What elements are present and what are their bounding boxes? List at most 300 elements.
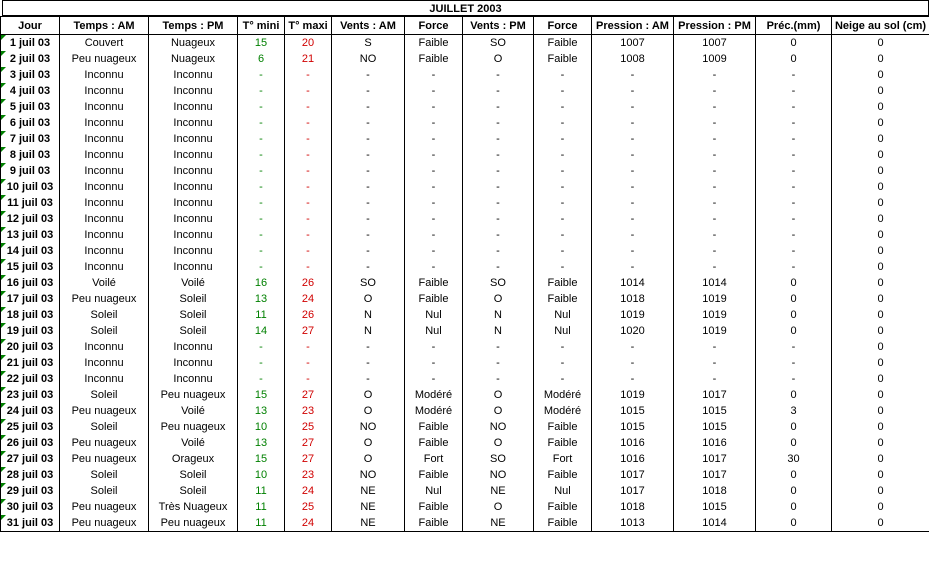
cell-force-pm[interactable]: - [534, 243, 592, 259]
cell-temps-pm[interactable]: Inconnu [149, 83, 238, 99]
cell-force-am[interactable]: Faible [405, 35, 463, 52]
header-temps-pm[interactable]: Temps : PM [149, 17, 238, 35]
cell-temps-am[interactable]: Voilé [60, 275, 149, 291]
cell-t-maxi[interactable]: 27 [285, 451, 332, 467]
cell-force-pm[interactable]: - [534, 83, 592, 99]
cell-vents-pm[interactable]: - [463, 99, 534, 115]
cell-vents-am[interactable]: - [332, 67, 405, 83]
cell-t-maxi[interactable]: 27 [285, 435, 332, 451]
cell-t-maxi[interactable]: - [285, 163, 332, 179]
cell-temps-pm[interactable]: Soleil [149, 483, 238, 499]
cell-t-maxi[interactable]: - [285, 67, 332, 83]
cell-t-mini[interactable]: 15 [238, 35, 285, 52]
cell-temps-pm[interactable]: Très Nuageux [149, 499, 238, 515]
cell-temps-pm[interactable]: Inconnu [149, 99, 238, 115]
cell-temps-pm[interactable]: Inconnu [149, 115, 238, 131]
cell-t-mini[interactable]: - [238, 371, 285, 387]
cell-t-maxi[interactable]: 24 [285, 291, 332, 307]
cell-vents-pm[interactable]: - [463, 243, 534, 259]
cell-precipitation[interactable]: 0 [756, 483, 832, 499]
cell-pression-pm[interactable]: - [674, 83, 756, 99]
cell-vents-am[interactable]: O [332, 403, 405, 419]
cell-t-mini[interactable]: 11 [238, 515, 285, 532]
cell-temps-pm[interactable]: Inconnu [149, 147, 238, 163]
cell-pression-am[interactable]: 1014 [592, 275, 674, 291]
cell-neige[interactable]: 0 [832, 99, 929, 115]
cell-neige[interactable]: 0 [832, 35, 929, 52]
cell-t-mini[interactable]: - [238, 131, 285, 147]
cell-temps-pm[interactable]: Inconnu [149, 371, 238, 387]
cell-force-pm[interactable]: - [534, 355, 592, 371]
cell-jour[interactable]: 8 juil 03 [1, 147, 60, 163]
header-pression-pm[interactable]: Pression : PM [674, 17, 756, 35]
cell-temps-pm[interactable]: Inconnu [149, 195, 238, 211]
cell-force-pm[interactable]: - [534, 163, 592, 179]
cell-neige[interactable]: 0 [832, 403, 929, 419]
cell-precipitation[interactable]: 0 [756, 323, 832, 339]
cell-pression-am[interactable]: 1008 [592, 51, 674, 67]
cell-t-mini[interactable]: - [238, 259, 285, 275]
cell-precipitation[interactable]: 0 [756, 291, 832, 307]
cell-neige[interactable]: 0 [832, 67, 929, 83]
cell-jour[interactable]: 15 juil 03 [1, 259, 60, 275]
cell-t-maxi[interactable]: - [285, 259, 332, 275]
cell-neige[interactable]: 0 [832, 211, 929, 227]
cell-pression-am[interactable]: 1018 [592, 499, 674, 515]
cell-vents-pm[interactable]: - [463, 355, 534, 371]
cell-t-maxi[interactable]: - [285, 179, 332, 195]
cell-pression-am[interactable]: - [592, 131, 674, 147]
cell-jour[interactable]: 22 juil 03 [1, 371, 60, 387]
cell-pression-am[interactable]: - [592, 99, 674, 115]
cell-t-mini[interactable]: 6 [238, 51, 285, 67]
cell-neige[interactable]: 0 [832, 307, 929, 323]
cell-temps-am[interactable]: Inconnu [60, 227, 149, 243]
cell-precipitation[interactable]: - [756, 371, 832, 387]
cell-pression-pm[interactable]: - [674, 131, 756, 147]
cell-force-am[interactable]: Nul [405, 483, 463, 499]
cell-temps-am[interactable]: Inconnu [60, 147, 149, 163]
cell-temps-pm[interactable]: Inconnu [149, 355, 238, 371]
cell-force-am[interactable]: - [405, 227, 463, 243]
cell-precipitation[interactable]: 0 [756, 515, 832, 532]
cell-t-mini[interactable]: - [238, 195, 285, 211]
cell-jour[interactable]: 13 juil 03 [1, 227, 60, 243]
cell-temps-pm[interactable]: Nuageux [149, 35, 238, 52]
header-neige[interactable]: Neige au sol (cm) [832, 17, 929, 35]
header-t-mini[interactable]: T° mini [238, 17, 285, 35]
cell-jour[interactable]: 16 juil 03 [1, 275, 60, 291]
cell-vents-am[interactable]: NO [332, 467, 405, 483]
cell-pression-am[interactable]: - [592, 227, 674, 243]
cell-vents-am[interactable]: - [332, 259, 405, 275]
cell-neige[interactable]: 0 [832, 243, 929, 259]
cell-jour[interactable]: 31 juil 03 [1, 515, 60, 532]
cell-precipitation[interactable]: - [756, 115, 832, 131]
cell-force-pm[interactable]: Faible [534, 275, 592, 291]
cell-temps-pm[interactable]: Inconnu [149, 179, 238, 195]
cell-force-am[interactable]: Fort [405, 451, 463, 467]
header-vents-am[interactable]: Vents : AM [332, 17, 405, 35]
cell-pression-am[interactable]: 1019 [592, 307, 674, 323]
header-temps-am[interactable]: Temps : AM [60, 17, 149, 35]
cell-t-mini[interactable]: 10 [238, 419, 285, 435]
cell-precipitation[interactable]: - [756, 99, 832, 115]
cell-pression-am[interactable]: 1017 [592, 467, 674, 483]
cell-vents-am[interactable]: - [332, 371, 405, 387]
cell-force-am[interactable]: Faible [405, 467, 463, 483]
cell-neige[interactable]: 0 [832, 259, 929, 275]
cell-vents-pm[interactable]: - [463, 211, 534, 227]
cell-vents-am[interactable]: O [332, 387, 405, 403]
cell-t-maxi[interactable]: - [285, 339, 332, 355]
cell-force-pm[interactable]: Modéré [534, 387, 592, 403]
cell-t-maxi[interactable]: 20 [285, 35, 332, 52]
cell-precipitation[interactable]: 0 [756, 51, 832, 67]
cell-temps-am[interactable]: Inconnu [60, 371, 149, 387]
cell-jour[interactable]: 30 juil 03 [1, 499, 60, 515]
cell-jour[interactable]: 17 juil 03 [1, 291, 60, 307]
cell-temps-pm[interactable]: Nuageux [149, 51, 238, 67]
cell-pression-am[interactable]: 1016 [592, 451, 674, 467]
cell-jour[interactable]: 11 juil 03 [1, 195, 60, 211]
cell-vents-am[interactable]: - [332, 195, 405, 211]
cell-temps-pm[interactable]: Soleil [149, 307, 238, 323]
cell-temps-pm[interactable]: Voilé [149, 435, 238, 451]
cell-neige[interactable]: 0 [832, 83, 929, 99]
cell-t-mini[interactable]: - [238, 163, 285, 179]
cell-pression-am[interactable]: 1020 [592, 323, 674, 339]
cell-t-mini[interactable]: - [238, 147, 285, 163]
cell-pression-pm[interactable]: - [674, 67, 756, 83]
cell-pression-pm[interactable]: 1015 [674, 499, 756, 515]
cell-jour[interactable]: 28 juil 03 [1, 467, 60, 483]
cell-pression-pm[interactable]: 1019 [674, 291, 756, 307]
cell-jour[interactable]: 1 juil 03 [1, 35, 60, 52]
cell-neige[interactable]: 0 [832, 419, 929, 435]
cell-force-am[interactable]: - [405, 211, 463, 227]
cell-jour[interactable]: 7 juil 03 [1, 131, 60, 147]
cell-precipitation[interactable]: - [756, 355, 832, 371]
cell-temps-am[interactable]: Inconnu [60, 179, 149, 195]
cell-vents-pm[interactable]: - [463, 339, 534, 355]
cell-t-maxi[interactable]: - [285, 243, 332, 259]
cell-temps-am[interactable]: Peu nuageux [60, 451, 149, 467]
cell-vents-am[interactable]: NO [332, 51, 405, 67]
cell-vents-pm[interactable]: N [463, 323, 534, 339]
cell-pression-pm[interactable]: - [674, 115, 756, 131]
cell-precipitation[interactable]: - [756, 195, 832, 211]
cell-vents-am[interactable]: O [332, 435, 405, 451]
cell-force-am[interactable]: - [405, 355, 463, 371]
cell-force-am[interactable]: - [405, 147, 463, 163]
cell-t-mini[interactable]: - [238, 339, 285, 355]
cell-precipitation[interactable]: - [756, 227, 832, 243]
cell-temps-am[interactable]: Inconnu [60, 131, 149, 147]
cell-jour[interactable]: 3 juil 03 [1, 67, 60, 83]
cell-neige[interactable]: 0 [832, 451, 929, 467]
cell-vents-am[interactable]: - [332, 243, 405, 259]
cell-precipitation[interactable]: 30 [756, 451, 832, 467]
cell-force-pm[interactable]: - [534, 131, 592, 147]
cell-force-pm[interactable]: - [534, 147, 592, 163]
cell-jour[interactable]: 25 juil 03 [1, 419, 60, 435]
cell-pression-pm[interactable]: 1019 [674, 307, 756, 323]
header-precipitation[interactable]: Préc.(mm) [756, 17, 832, 35]
cell-vents-pm[interactable]: SO [463, 35, 534, 52]
cell-neige[interactable]: 0 [832, 515, 929, 532]
cell-force-pm[interactable]: Nul [534, 483, 592, 499]
cell-force-pm[interactable]: - [534, 339, 592, 355]
cell-pression-pm[interactable]: 1015 [674, 419, 756, 435]
cell-vents-pm[interactable]: O [463, 435, 534, 451]
cell-temps-pm[interactable]: Inconnu [149, 163, 238, 179]
cell-force-pm[interactable]: - [534, 115, 592, 131]
cell-temps-am[interactable]: Soleil [60, 387, 149, 403]
cell-vents-pm[interactable]: NE [463, 483, 534, 499]
cell-temps-pm[interactable]: Orageux [149, 451, 238, 467]
cell-vents-am[interactable]: - [332, 99, 405, 115]
cell-precipitation[interactable]: - [756, 67, 832, 83]
cell-pression-am[interactable]: - [592, 83, 674, 99]
cell-vents-pm[interactable]: - [463, 371, 534, 387]
cell-t-maxi[interactable]: 25 [285, 499, 332, 515]
cell-precipitation[interactable]: - [756, 179, 832, 195]
cell-temps-am[interactable]: Peu nuageux [60, 291, 149, 307]
cell-vents-pm[interactable]: - [463, 115, 534, 131]
cell-t-mini[interactable]: - [238, 355, 285, 371]
cell-t-mini[interactable]: - [238, 67, 285, 83]
cell-temps-pm[interactable]: Inconnu [149, 67, 238, 83]
cell-pression-am[interactable]: - [592, 115, 674, 131]
cell-neige[interactable]: 0 [832, 435, 929, 451]
cell-neige[interactable]: 0 [832, 195, 929, 211]
cell-force-pm[interactable]: Faible [534, 35, 592, 52]
cell-temps-am[interactable]: Peu nuageux [60, 499, 149, 515]
cell-vents-pm[interactable]: NO [463, 467, 534, 483]
cell-vents-pm[interactable]: O [463, 403, 534, 419]
cell-pression-pm[interactable]: - [674, 227, 756, 243]
cell-force-am[interactable]: - [405, 115, 463, 131]
cell-pression-pm[interactable]: 1014 [674, 515, 756, 532]
cell-t-mini[interactable]: - [238, 83, 285, 99]
cell-vents-pm[interactable]: SO [463, 275, 534, 291]
cell-vents-am[interactable]: NE [332, 483, 405, 499]
cell-vents-am[interactable]: O [332, 451, 405, 467]
cell-vents-pm[interactable]: O [463, 387, 534, 403]
cell-temps-am[interactable]: Inconnu [60, 67, 149, 83]
cell-force-am[interactable]: Faible [405, 51, 463, 67]
cell-neige[interactable]: 0 [832, 179, 929, 195]
cell-vents-pm[interactable]: O [463, 499, 534, 515]
cell-t-mini[interactable]: 10 [238, 467, 285, 483]
cell-temps-am[interactable]: Peu nuageux [60, 435, 149, 451]
cell-force-pm[interactable]: Modéré [534, 403, 592, 419]
cell-jour[interactable]: 6 juil 03 [1, 115, 60, 131]
cell-temps-am[interactable]: Peu nuageux [60, 403, 149, 419]
cell-t-maxi[interactable]: 24 [285, 483, 332, 499]
cell-t-mini[interactable]: - [238, 227, 285, 243]
cell-precipitation[interactable]: 0 [756, 275, 832, 291]
cell-neige[interactable]: 0 [832, 387, 929, 403]
cell-vents-am[interactable]: - [332, 211, 405, 227]
cell-temps-am[interactable]: Inconnu [60, 99, 149, 115]
cell-temps-pm[interactable]: Inconnu [149, 227, 238, 243]
cell-t-maxi[interactable]: 25 [285, 419, 332, 435]
cell-t-maxi[interactable]: - [285, 195, 332, 211]
cell-temps-am[interactable]: Soleil [60, 419, 149, 435]
cell-jour[interactable]: 4 juil 03 [1, 83, 60, 99]
cell-pression-pm[interactable]: - [674, 179, 756, 195]
cell-temps-am[interactable]: Inconnu [60, 243, 149, 259]
cell-jour[interactable]: 20 juil 03 [1, 339, 60, 355]
cell-jour[interactable]: 10 juil 03 [1, 179, 60, 195]
cell-vents-pm[interactable]: - [463, 179, 534, 195]
cell-force-pm[interactable]: Nul [534, 323, 592, 339]
cell-neige[interactable]: 0 [832, 275, 929, 291]
cell-pression-am[interactable]: - [592, 179, 674, 195]
cell-neige[interactable]: 0 [832, 339, 929, 355]
cell-vents-am[interactable]: - [332, 355, 405, 371]
cell-temps-am[interactable]: Soleil [60, 307, 149, 323]
cell-force-am[interactable]: - [405, 243, 463, 259]
cell-t-maxi[interactable]: 27 [285, 323, 332, 339]
cell-neige[interactable]: 0 [832, 371, 929, 387]
cell-vents-am[interactable]: - [332, 83, 405, 99]
cell-force-am[interactable]: Faible [405, 275, 463, 291]
cell-t-mini[interactable]: 11 [238, 499, 285, 515]
cell-t-mini[interactable]: - [238, 211, 285, 227]
cell-pression-am[interactable]: - [592, 195, 674, 211]
cell-temps-am[interactable]: Inconnu [60, 211, 149, 227]
cell-t-mini[interactable]: 16 [238, 275, 285, 291]
cell-neige[interactable]: 0 [832, 355, 929, 371]
cell-force-am[interactable]: Nul [405, 307, 463, 323]
cell-vents-pm[interactable]: N [463, 307, 534, 323]
cell-pression-am[interactable]: 1013 [592, 515, 674, 532]
cell-temps-am[interactable]: Peu nuageux [60, 51, 149, 67]
cell-vents-pm[interactable]: - [463, 195, 534, 211]
cell-jour[interactable]: 23 juil 03 [1, 387, 60, 403]
cell-precipitation[interactable]: 0 [756, 387, 832, 403]
cell-temps-pm[interactable]: Soleil [149, 291, 238, 307]
cell-force-pm[interactable]: Faible [534, 291, 592, 307]
cell-force-am[interactable]: Nul [405, 323, 463, 339]
cell-t-maxi[interactable]: - [285, 355, 332, 371]
cell-vents-am[interactable]: - [332, 131, 405, 147]
cell-precipitation[interactable]: - [756, 83, 832, 99]
cell-temps-am[interactable]: Inconnu [60, 195, 149, 211]
cell-t-maxi[interactable]: 23 [285, 467, 332, 483]
cell-vents-am[interactable]: NE [332, 499, 405, 515]
cell-jour[interactable]: 27 juil 03 [1, 451, 60, 467]
cell-pression-am[interactable]: 1015 [592, 403, 674, 419]
cell-vents-am[interactable]: - [332, 339, 405, 355]
cell-t-mini[interactable]: - [238, 99, 285, 115]
cell-temps-am[interactable]: Soleil [60, 323, 149, 339]
cell-temps-pm[interactable]: Soleil [149, 467, 238, 483]
cell-pression-pm[interactable]: 1018 [674, 483, 756, 499]
cell-force-am[interactable]: - [405, 179, 463, 195]
cell-jour[interactable]: 5 juil 03 [1, 99, 60, 115]
cell-t-maxi[interactable]: 21 [285, 51, 332, 67]
cell-t-maxi[interactable]: 26 [285, 307, 332, 323]
cell-pression-am[interactable]: - [592, 355, 674, 371]
cell-t-maxi[interactable]: - [285, 83, 332, 99]
cell-temps-pm[interactable]: Inconnu [149, 131, 238, 147]
cell-force-pm[interactable]: Faible [534, 499, 592, 515]
cell-vents-am[interactable]: O [332, 291, 405, 307]
cell-force-pm[interactable]: - [534, 179, 592, 195]
cell-pression-am[interactable]: 1015 [592, 419, 674, 435]
cell-precipitation[interactable]: 0 [756, 499, 832, 515]
header-t-maxi[interactable]: T° maxi [285, 17, 332, 35]
cell-precipitation[interactable]: - [756, 147, 832, 163]
cell-pression-pm[interactable]: - [674, 259, 756, 275]
cell-pression-am[interactable]: - [592, 163, 674, 179]
cell-force-am[interactable]: - [405, 259, 463, 275]
cell-temps-pm[interactable]: Peu nuageux [149, 387, 238, 403]
cell-t-maxi[interactable]: 23 [285, 403, 332, 419]
cell-precipitation[interactable]: - [756, 243, 832, 259]
cell-precipitation[interactable]: - [756, 259, 832, 275]
cell-vents-pm[interactable]: SO [463, 451, 534, 467]
cell-neige[interactable]: 0 [832, 131, 929, 147]
cell-temps-am[interactable]: Soleil [60, 483, 149, 499]
cell-t-mini[interactable]: 11 [238, 307, 285, 323]
cell-temps-am[interactable]: Inconnu [60, 339, 149, 355]
cell-temps-am[interactable]: Soleil [60, 467, 149, 483]
cell-force-pm[interactable]: - [534, 99, 592, 115]
cell-vents-am[interactable]: N [332, 307, 405, 323]
cell-precipitation[interactable]: - [756, 163, 832, 179]
cell-pression-am[interactable]: - [592, 259, 674, 275]
cell-vents-am[interactable]: SO [332, 275, 405, 291]
cell-neige[interactable]: 0 [832, 467, 929, 483]
cell-force-am[interactable]: Faible [405, 499, 463, 515]
cell-temps-am[interactable]: Peu nuageux [60, 515, 149, 532]
cell-pression-am[interactable]: - [592, 371, 674, 387]
cell-temps-am[interactable]: Inconnu [60, 83, 149, 99]
cell-jour[interactable]: 12 juil 03 [1, 211, 60, 227]
header-jour[interactable]: Jour [1, 17, 60, 35]
cell-temps-pm[interactable]: Inconnu [149, 339, 238, 355]
cell-pression-am[interactable]: - [592, 67, 674, 83]
cell-vents-pm[interactable]: - [463, 83, 534, 99]
cell-force-am[interactable]: Modéré [405, 387, 463, 403]
cell-jour[interactable]: 26 juil 03 [1, 435, 60, 451]
cell-force-pm[interactable]: Faible [534, 435, 592, 451]
cell-force-am[interactable]: - [405, 83, 463, 99]
cell-force-am[interactable]: Faible [405, 515, 463, 532]
cell-pression-am[interactable]: 1017 [592, 483, 674, 499]
cell-t-maxi[interactable]: - [285, 131, 332, 147]
cell-precipitation[interactable]: - [756, 211, 832, 227]
cell-force-pm[interactable]: Faible [534, 419, 592, 435]
cell-t-maxi[interactable]: - [285, 99, 332, 115]
cell-pression-am[interactable]: 1007 [592, 35, 674, 52]
cell-force-pm[interactable]: - [534, 195, 592, 211]
cell-force-am[interactable]: Modéré [405, 403, 463, 419]
header-pression-am[interactable]: Pression : AM [592, 17, 674, 35]
cell-pression-pm[interactable]: 1017 [674, 387, 756, 403]
cell-t-maxi[interactable]: 26 [285, 275, 332, 291]
cell-vents-pm[interactable]: NE [463, 515, 534, 532]
cell-temps-pm[interactable]: Voilé [149, 403, 238, 419]
cell-jour[interactable]: 29 juil 03 [1, 483, 60, 499]
cell-pression-am[interactable]: - [592, 243, 674, 259]
header-force-am[interactable]: Force [405, 17, 463, 35]
